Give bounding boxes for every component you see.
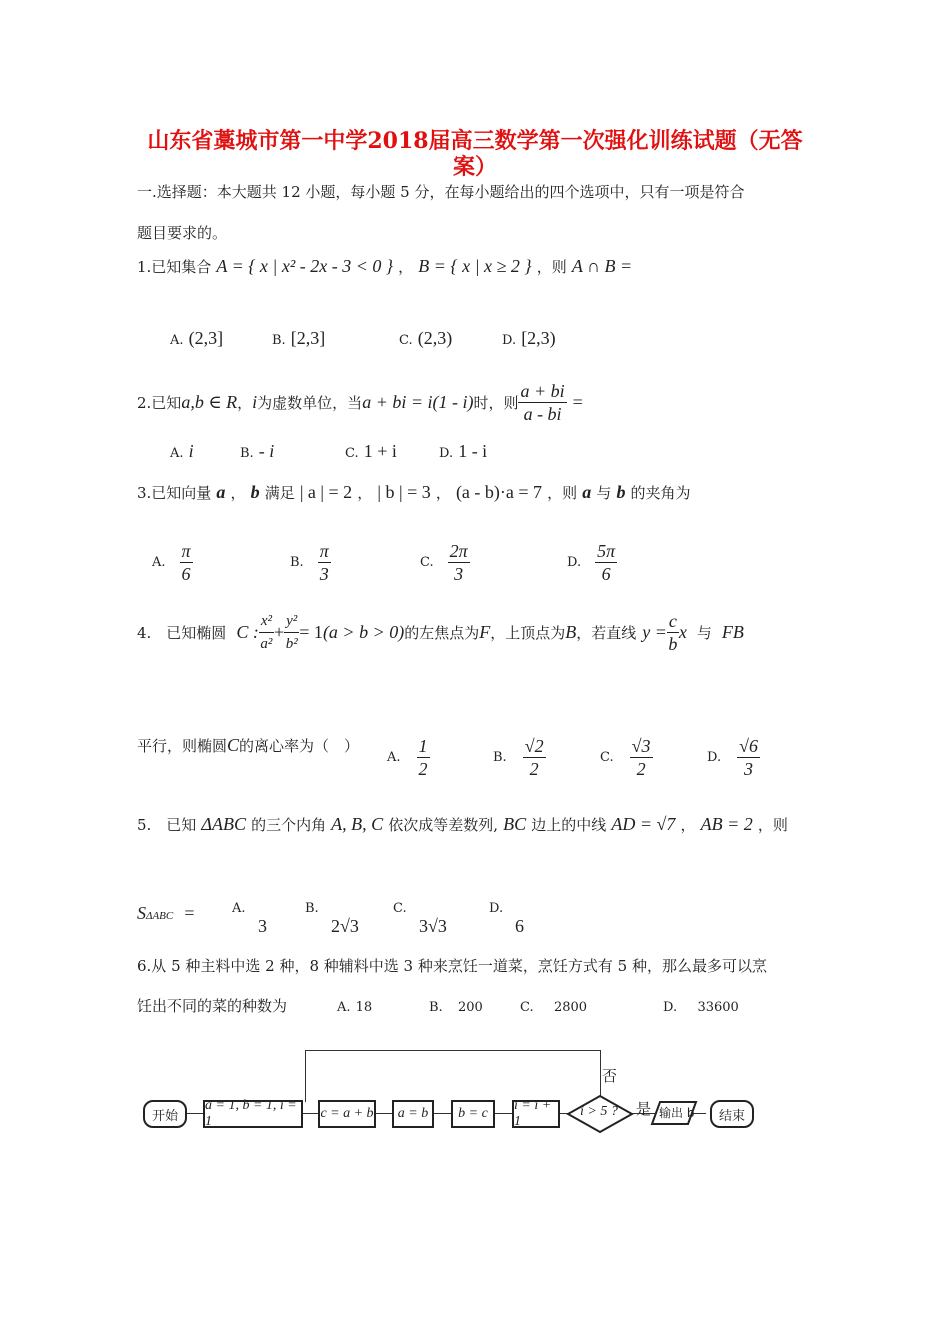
start-node: 开始 <box>143 1100 187 1128</box>
q3-option-c: C. $\frac{2\pi}{3}$ <box>420 541 468 584</box>
question-5: 5. 已知 ΔABC 的三个内角 A, B, C 依次成等差数列, BC 边上的中线 AD = √7 ， AB = 2 ，则 <box>137 814 788 834</box>
q6-option-b: B. 200 <box>429 1000 483 1015</box>
q5-option-b: B. 2√3 <box>305 901 359 936</box>
loop-line-right <box>600 1050 601 1098</box>
q1-option-d: D. [2,3) <box>502 328 556 348</box>
yes-label: 是 <box>636 1100 652 1118</box>
step-i: i = i + 1 <box>512 1100 560 1128</box>
no-label: 否 <box>602 1067 618 1085</box>
q1-option-a: A. (2,3] <box>170 328 224 348</box>
q1-set-b: B = { x | x ≥ 2 } <box>418 256 532 276</box>
q3-option-a: A. $\frac{\pi}{6}$ <box>152 541 191 584</box>
q4-t5: 平行，则椭圆 <box>137 737 228 755</box>
q5-prefix: 5. 已知 <box>137 816 197 834</box>
q4-line-x: x <box>678 622 687 642</box>
loop-line-left <box>305 1050 306 1102</box>
question-6: 6.从 5 种主料中选 2 种，8 种辅料中选 3 种来烹饪一道菜，烹饪方式有 5 种，那么最多可以烹 <box>137 957 767 975</box>
end-node: 结束 <box>710 1100 754 1128</box>
q5-option-c: C. 3√3 <box>393 901 447 936</box>
section-heading: 一.选择题：本大题共 12 小题，每小题 5 分，在每小题给出的四个选项中，只有一项是符合 <box>137 183 745 201</box>
q4-frac-x: $\frac{\text{x²}}{\text{a²}}$ <box>259 610 274 655</box>
q3-cond2: | b | = 3 <box>377 482 431 502</box>
q3-sep3: ， <box>435 484 451 502</box>
q4-ellipse-label: C : <box>236 622 259 642</box>
document-title-line1: 山东省藁城市第一中学2018届高三数学第一次强化训练试题（无答 <box>147 128 803 154</box>
question-1 <box>137 256 632 277</box>
q5-S: S <box>137 903 146 923</box>
q3-vec-a: a <box>216 482 226 502</box>
q5-AD: AD = √7 <box>611 814 676 834</box>
q4-condition: (a > b > 0) <box>322 622 405 642</box>
q2-eq: = <box>572 392 583 412</box>
q5-AB: AB = 2 <box>700 814 753 834</box>
question-4: 4. 已知椭圆 C : $\frac{\text{x²}}{\text{a²}}$ + $\frac{\text{y²}}{\text{b²}}$ = 1 (a > b > 0) 的左焦点为 F ，上顶点为 B ，若直线 y = $\frac{c}{b}$ x 与 FB <box>137 611 744 654</box>
question-6-cont: 饪出不同的菜的种数为 <box>137 997 288 1015</box>
q3-sep2: ， <box>357 484 373 502</box>
q2-fraction: $\frac{a + bi}{a - bi}$ <box>520 381 565 424</box>
q2-prefix: 2.已知 <box>137 394 182 412</box>
q3-vec-a2: a <box>582 482 592 502</box>
q3-then: ，则 <box>547 484 578 502</box>
q4-prefix: 4. 已知椭圆 <box>137 624 227 642</box>
loop-line-top <box>305 1050 601 1051</box>
q5-then: ，则 <box>757 816 788 834</box>
q5-BC: BC <box>503 814 527 834</box>
q2-text: 为虚数单位，当 <box>257 394 363 412</box>
q5-t3: 边上的中线 <box>531 816 607 834</box>
question-3 <box>137 482 691 503</box>
q3-option-d: D. $\frac{5\pi}{6}$ <box>567 541 616 584</box>
q5-t2: 依次成等差数列, <box>388 816 499 834</box>
q2-then: 时，则 <box>473 394 519 412</box>
q5-eq: = <box>184 903 195 923</box>
q4-t6: 的离心率为（ ） <box>239 737 360 755</box>
q6-option-c: C. 2800 <box>520 1000 588 1015</box>
q4-t2: ，上顶点为 <box>490 624 566 642</box>
q4-option-c: C. $\frac{√3}{2}$ <box>600 736 651 779</box>
q5-option-d: D. 6 <box>489 901 524 936</box>
q2-option-a: A. i <box>170 441 194 461</box>
q2-condition: a + bi = i(1 - i) <box>362 392 474 412</box>
q3-end: 的夹角为 <box>630 484 691 502</box>
document-title-line2: 案） <box>452 154 497 180</box>
q2-option-b: B. - i <box>240 441 275 461</box>
q3-option-b: B. $\frac{\pi}{3}$ <box>290 541 329 584</box>
q1-option-c: C. (2,3) <box>399 328 453 348</box>
q5-angles: A, B, C <box>331 814 384 834</box>
decision-label: i > 5 ? <box>580 1104 618 1119</box>
q4-t3: ，若直线 <box>576 624 637 642</box>
q4-FB: FB <box>721 622 744 642</box>
q1-prefix: 1.已知集合 <box>137 258 212 276</box>
step-b: b = c <box>451 1100 495 1128</box>
question-2 <box>137 380 583 425</box>
q3-prefix: 3.已知向量 <box>137 484 212 502</box>
q5-area-expr <box>137 903 194 924</box>
q1-set-a: A = { x | x² - 2x - 3 < 0 } <box>216 256 394 276</box>
step-a: a = b <box>392 1100 434 1128</box>
q4-option-d: D. $\frac{√6}{3}$ <box>707 736 758 779</box>
q3-and: 与 <box>596 484 612 502</box>
q4-B: B <box>565 622 577 642</box>
q2-sep: ， <box>237 394 253 412</box>
q2-vars: a,b ∈ R <box>181 392 238 412</box>
q1-comma: ， <box>398 258 414 276</box>
q3-sep: ， <box>230 484 246 502</box>
q1-option-b: B. [2,3] <box>272 328 326 348</box>
q4-t4: 与 <box>696 624 712 642</box>
q5-S-sub: ΔABC <box>146 910 174 922</box>
q3-cond3: (a - b)·a = 7 <box>455 482 543 502</box>
q6-option-a: A. 18 <box>337 1000 373 1015</box>
q4-line-lhs: y = <box>642 622 667 642</box>
q5-t1: 的三个内角 <box>251 816 327 834</box>
init-step: a = 1, b = 1, i = 1 <box>203 1100 303 1128</box>
output-label: 输出 b <box>659 1106 695 1120</box>
q3-cond1: | a | = 2 <box>299 482 353 502</box>
step-c: c = a + b <box>318 1100 376 1128</box>
q4-option-b: B. $\frac{√2}{2}$ <box>493 736 544 779</box>
question-4-cont <box>137 735 359 756</box>
q3-vec-b2: b <box>616 482 626 502</box>
q4-frac-y: $\frac{\text{y²}}{\text{b²}}$ <box>284 610 299 655</box>
q2-option-c: C. 1 + i <box>345 441 397 461</box>
q4-frac-cb: $\frac{c}{b}$ <box>668 611 678 654</box>
q3-vec-b: b <box>250 482 260 502</box>
q6-option-d: D. 33600 <box>663 1000 739 1015</box>
q3-satisfy: 满足 <box>264 484 295 502</box>
q4-C: C <box>227 735 240 755</box>
q1-expr: A ∩ B = <box>571 256 633 276</box>
q2-option-d: D. 1 - i <box>439 441 488 461</box>
q4-F: F <box>479 622 491 642</box>
q4-t1: 的左焦点为 <box>404 624 480 642</box>
q1-then: ，则 <box>536 258 567 276</box>
q4-option-a: A. $\frac{1}{2}$ <box>387 736 428 779</box>
section-heading-cont: 题目要求的。 <box>137 224 228 242</box>
q5-option-a: A. 3 <box>232 901 267 936</box>
q2-i: i <box>252 392 258 412</box>
q5-triangle: ΔABC <box>201 814 246 834</box>
